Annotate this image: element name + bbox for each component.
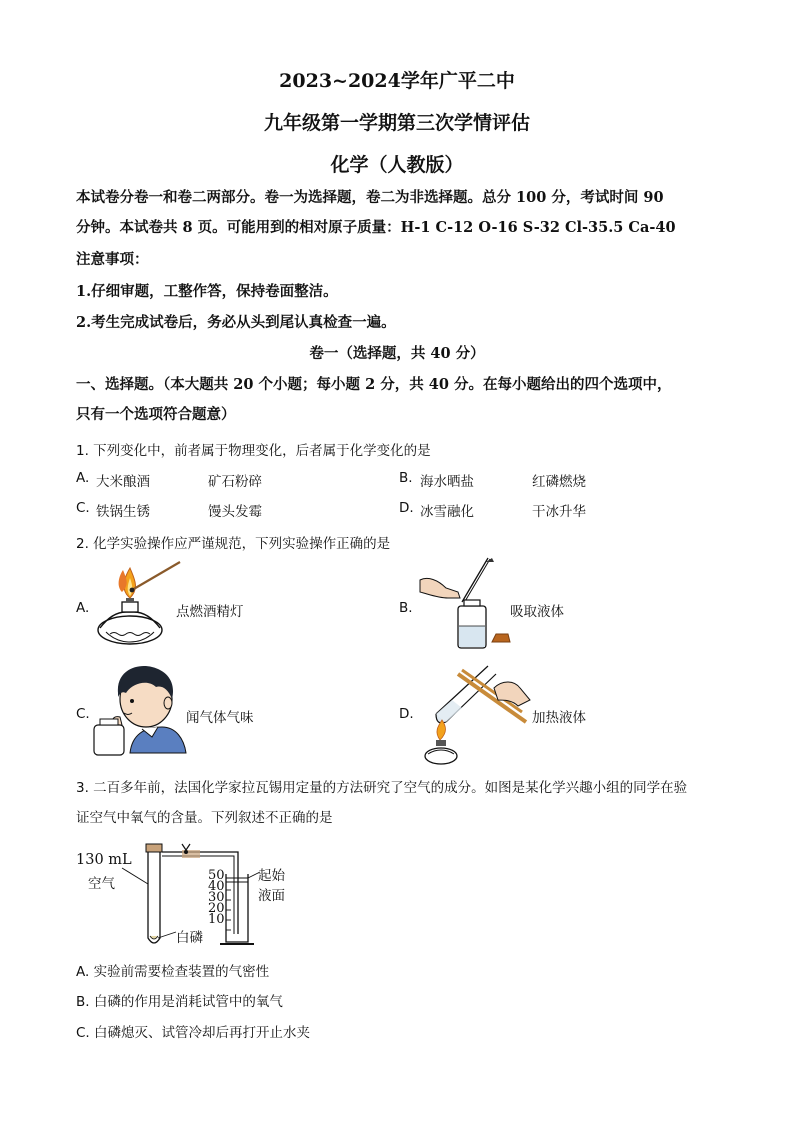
notes-title: 注意事项： [76, 251, 149, 268]
q2-d-letter: D. [399, 706, 414, 722]
q1-d-letter: D. [399, 500, 414, 516]
q1-b-letter: B. [399, 470, 413, 486]
title-exam: 九年级第一学期第三次学情评估 [263, 112, 530, 134]
cylinder-scale [208, 870, 225, 925]
intro-line2: 分钟。本试卷共 8 页。可能用到的相对原子质量：H-1 C-12 O-16 S-32 Cl-35.5 Ca-40 [76, 219, 676, 236]
intro-line1: 本试卷分卷一和卷二两部分。卷一为选择题，卷二为非选择题。总分 100 分，考试时间 90 [76, 189, 664, 206]
heating-liquid-figure [418, 660, 534, 766]
q3-option-b: B. 白磷的作用是消耗试管中的氧气 [76, 994, 283, 1010]
fig-volume-label: 130 mL [76, 852, 132, 868]
q1-c-letter: C. [76, 500, 90, 516]
section-instr-1: 一、选择题。（本大题共 20 个小题；每小题 2 分，共 40 分。在每小题给出的四个选项中， [76, 376, 672, 393]
note-1: 1.仔细审题，工整作答，保持卷面整洁。 [76, 283, 338, 300]
q3-option-c: C. 白磷熄灭、试管冷却后再打开止水夹 [76, 1025, 311, 1041]
q1-a-1: 大米酿酒 [96, 474, 150, 490]
q1-a-2: 矿石粉碎 [208, 474, 262, 490]
fig-white-p-label: 白磷 [176, 930, 203, 946]
q2-c-label: 闻气体气味 [186, 710, 254, 726]
section-instr-2: 只有一个选项符合题意） [76, 406, 236, 423]
q2-a-label: 点燃酒精灯 [176, 604, 244, 620]
q2-c-letter: C. [76, 706, 90, 722]
q3-stem-1: 3. 二百多年前，法国化学家拉瓦锡用定量的方法研究了空气的成分。如图是某化学兴趣小组的同学在验 [76, 780, 688, 796]
tick-label: 20 [208, 901, 225, 916]
smelling-gas-figure [92, 663, 188, 757]
q1-stem: 1. 下列变化中，前者属于物理变化，后者属于化学变化的是 [76, 443, 431, 459]
q2-a-letter: A. [76, 600, 90, 616]
fig-air-label: 空气 [88, 876, 115, 892]
q2-stem: 2. 化学实验操作应严谨规范，下列实验操作正确的是 [76, 536, 391, 552]
tick-label: 50 [208, 868, 225, 883]
q1-c-1: 铁锅生锈 [96, 504, 150, 520]
lighting-alcohol-lamp-figure [92, 562, 182, 652]
fig-start-label-1: 起始 [258, 868, 285, 884]
dropper-liquid-figure [418, 558, 518, 658]
title-subject: 化学（人教版） [330, 154, 464, 176]
q1-b-2: 红磷燃烧 [532, 474, 586, 490]
q2-b-label: 吸取液体 [510, 604, 564, 620]
q1-d-2: 干冰升华 [532, 504, 586, 520]
oxygen-apparatus-figure [120, 838, 260, 950]
q2-d-label: 加热液体 [532, 710, 586, 726]
q1-b-1: 海水晒盐 [420, 474, 474, 490]
tick-label: 10 [208, 912, 225, 927]
q2-b-letter: B. [399, 600, 413, 616]
tick-label: 30 [208, 890, 225, 905]
q1-d-1: 冰雪融化 [420, 504, 474, 520]
q1-c-2: 馒头发霉 [208, 504, 262, 520]
q3-option-a: A. 实验前需要检查装置的气密性 [76, 964, 270, 980]
tick-label: 40 [208, 879, 225, 894]
q3-stem-2: 证空气中氧气的含量。下列叙述不正确的是 [76, 810, 333, 826]
title-school: 2023~2024学年广平二中 [279, 70, 515, 92]
fig-start-label-2: 液面 [258, 888, 285, 904]
q1-a-letter: A. [76, 470, 90, 486]
section-heading: 卷一（选择题，共 40 分） [309, 345, 485, 362]
note-2: 2.考生完成试卷后，务必从头到尾认真检查一遍。 [76, 314, 396, 331]
